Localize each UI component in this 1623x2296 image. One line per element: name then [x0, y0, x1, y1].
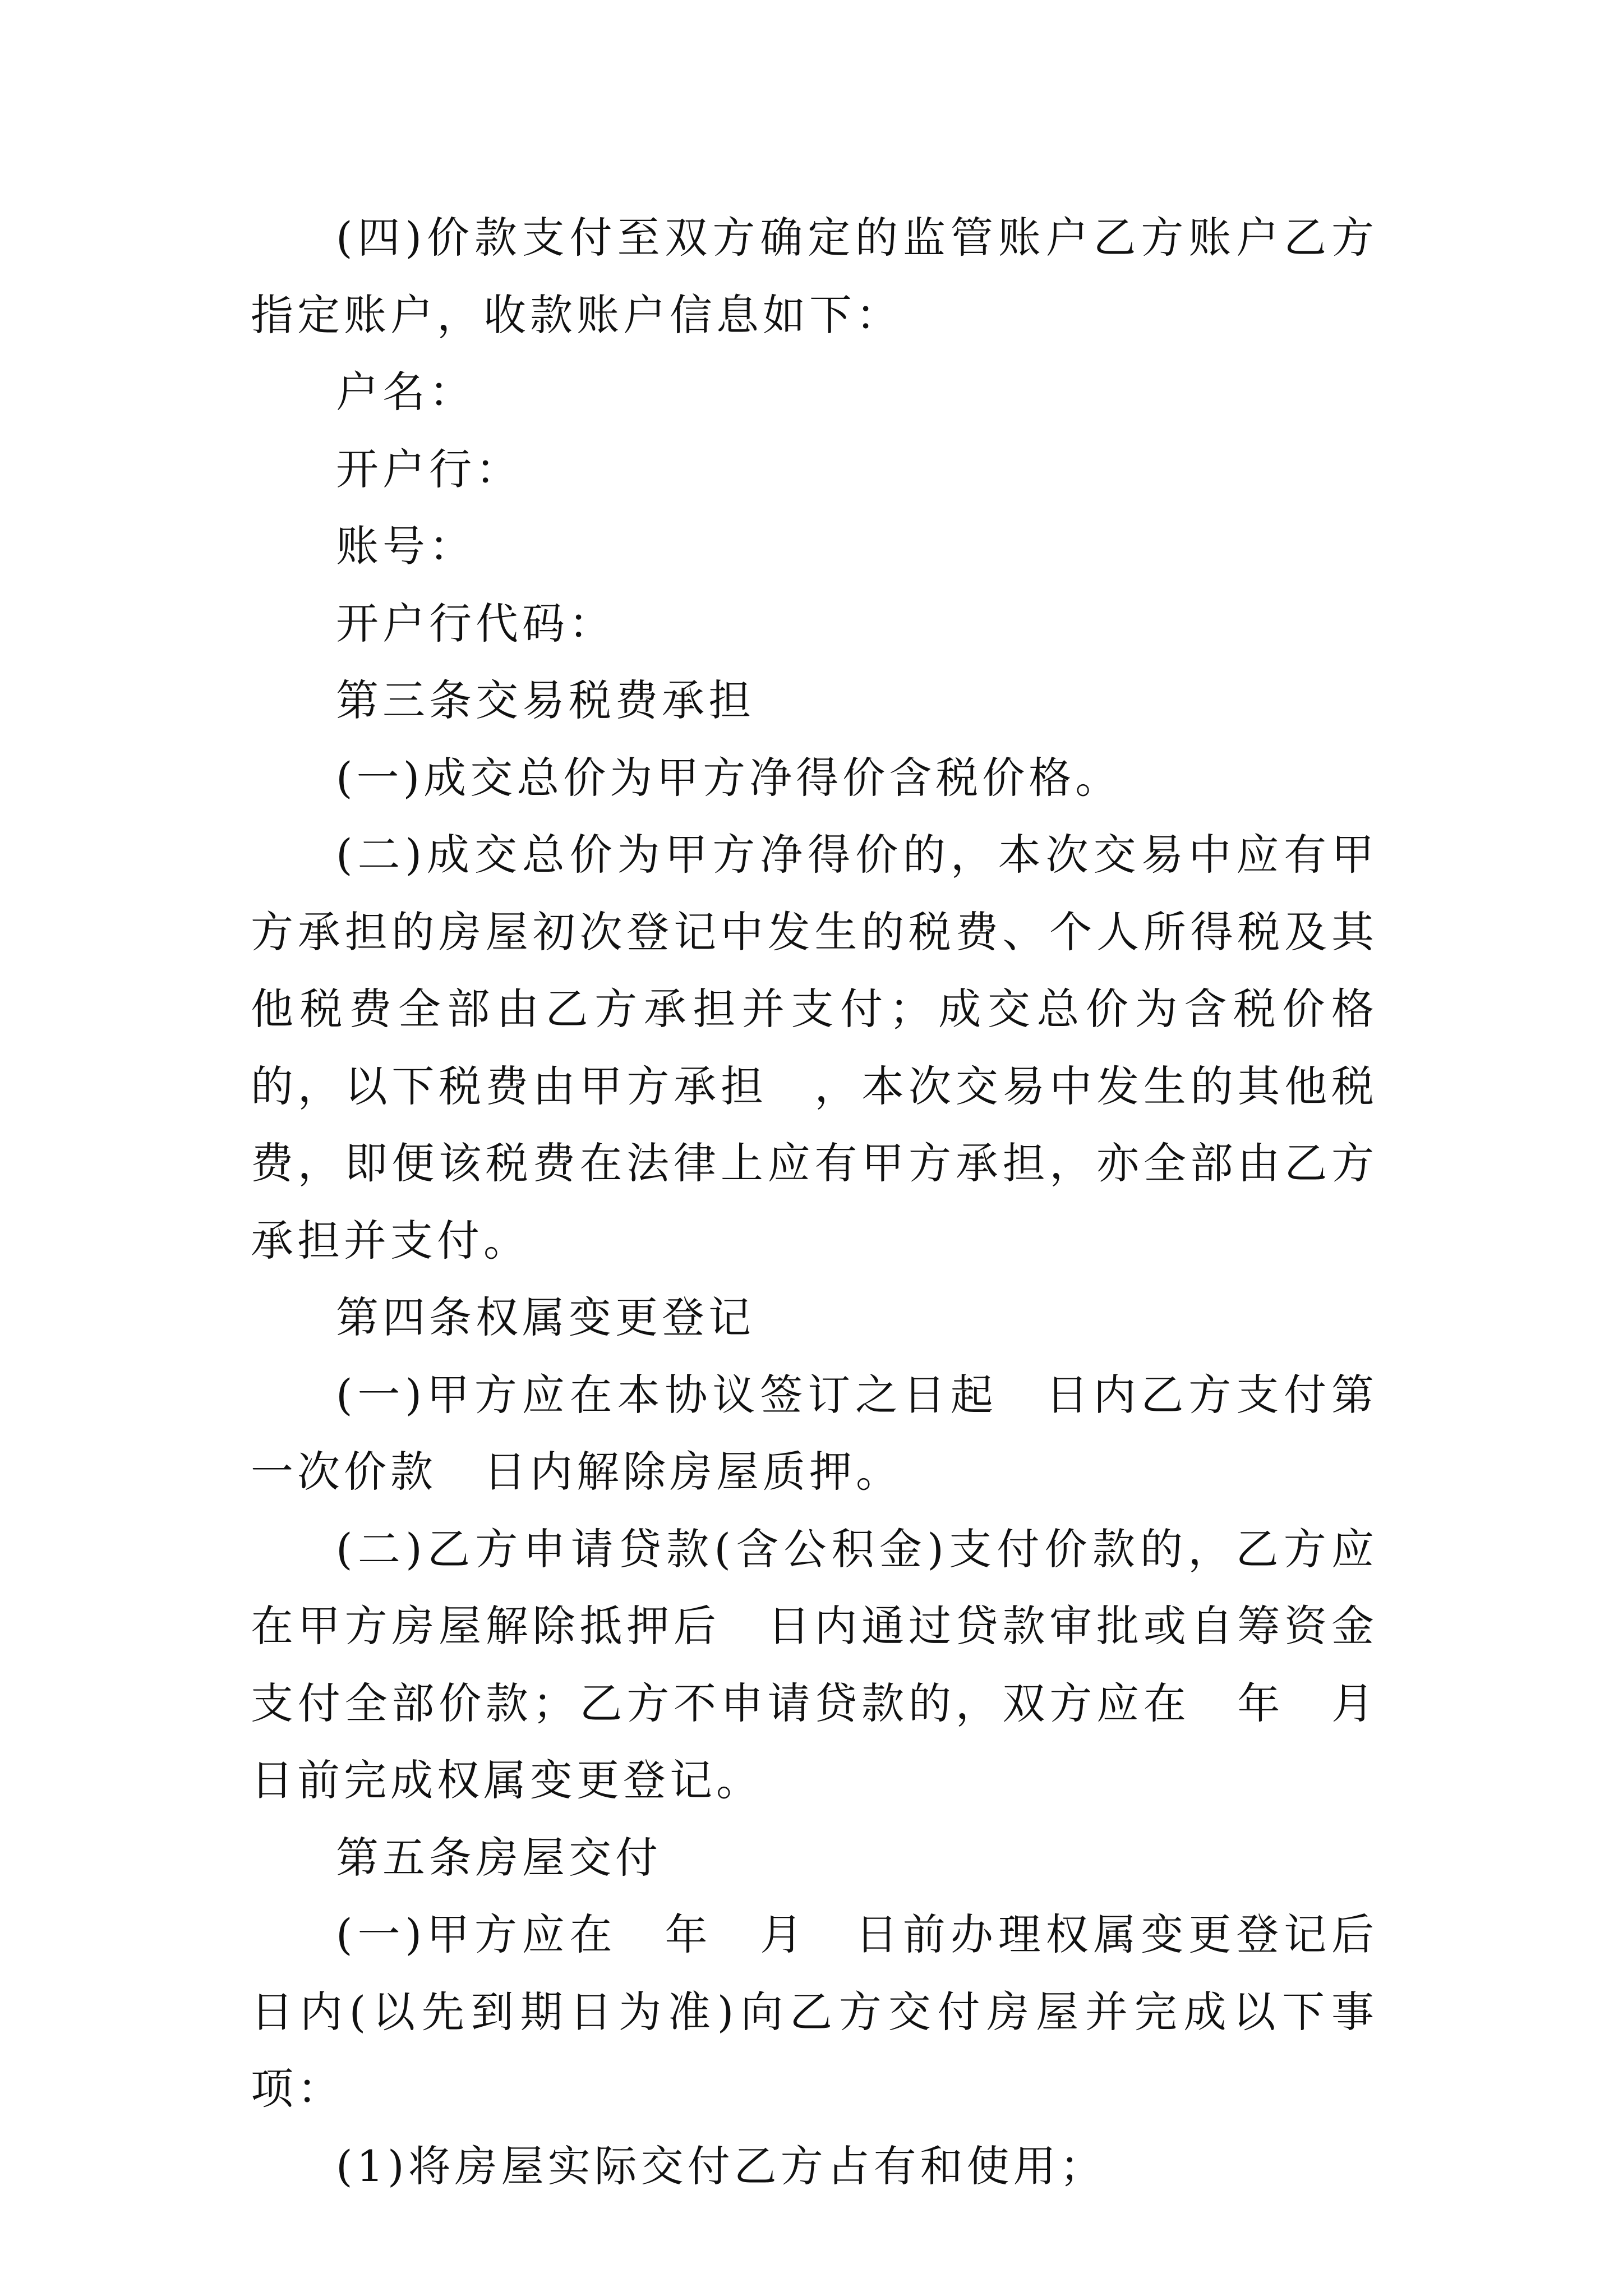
- payment-account-paragraph: (四)价款支付至双方确定的监管账户乙方账户乙方指定账户，收款账户信息如下：: [251, 213, 1378, 340]
- article-5-item-1: (1)将房屋实际交付乙方占有和使用；: [336, 2141, 1106, 2191]
- bank-name-line: 开户行：: [336, 444, 522, 494]
- article-5-heading: 第五条房屋交付: [336, 1832, 662, 1883]
- bank-code-line: 开户行代码：: [336, 598, 615, 648]
- article-3-clause-2: (二)成交总价为甲方净得价的，本次交易中应有甲方承担的房屋初次登记中发生的税费、个人所得税及其他税费全部由乙方承担并支付；成交总价为含税价格的，以下税费由甲方承担 ，本次交易中发生的其他税费，即便该税费在法律上应有甲方承担，亦全部由乙方承担并支付。: [251, 830, 1378, 1266]
- article-3-heading: 第三条交易税费承担: [336, 675, 755, 725]
- article-3-clause-1: (一)成交总价为甲方净得价含税价格。: [336, 752, 1122, 803]
- account-number-line: 账号：: [336, 521, 476, 571]
- article-5-clause-1: (一)甲方应在 年 月 日前办理权属变更登记后 日内(以先到期日为准)向乙方交付房屋并完成以下事项：: [251, 1910, 1424, 2114]
- article-4-heading: 第四条权属变更登记: [336, 1292, 755, 1342]
- article-4-clause-1: (一)甲方应在本协议签订之日起 日内乙方支付第一次价款 日内解除房屋质押。: [251, 1369, 1378, 1497]
- article-4-clause-2: (二)乙方申请贷款(含公积金)支付价款的，乙方应在甲方房屋解除抵押后 日内通过贷款审批或自筹资金支付全部价款；乙方不申请贷款的，双方应在 年 月 日前完成权属变更登记。: [251, 1524, 1424, 1805]
- document-body: [251, 199, 1424, 2205]
- account-name-line: 户名：: [336, 367, 476, 417]
